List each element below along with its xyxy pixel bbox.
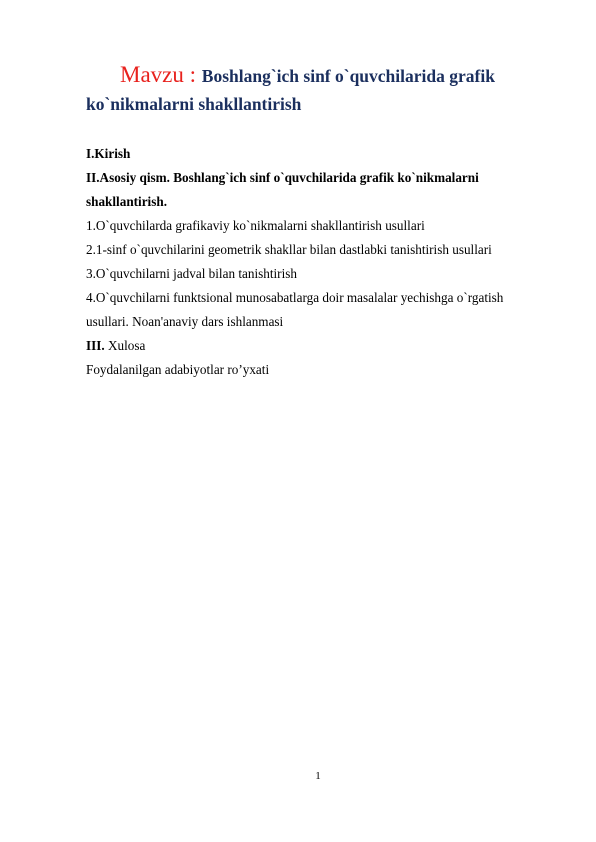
- title-line-1: [86, 60, 546, 93]
- table-of-contents: [86, 142, 546, 382]
- toc-references: Foydalanilgan adabiyotlar ro’yxati: [86, 362, 270, 377]
- title-block: [86, 60, 546, 115]
- toc-conclusion-label: III.: [86, 338, 105, 353]
- title-topic-part-2: ko`nikmalarni shakllantirish: [86, 94, 302, 114]
- toc-conclusion-text: Xulosa: [104, 338, 146, 353]
- toc-item-4-line-1: 4.O`quvchilarni funktsional munosabatlarga doir masalalar yechishga o`rgatish: [86, 290, 504, 305]
- page-number: 1: [315, 770, 321, 782]
- toc-main-line-2: shakllantirish.: [86, 194, 167, 209]
- title-topic-part-1: Boshlang`ich sinf o`quvchilarida grafik: [201, 66, 495, 86]
- toc-conclusion: [86, 334, 546, 358]
- toc-main-line-1: II.Asosiy qism. Boshlang`ich sinf o`quvchilarida grafik ko`nikmalarni: [86, 170, 479, 185]
- toc-intro: I.Kirish: [86, 146, 131, 161]
- title-mavzu-label: Mavzu :: [120, 62, 202, 87]
- toc-item-1: 1.O`quvchilarda grafikaviy ko`nikmalarni shakllantirish usullari: [86, 218, 425, 233]
- toc-item-3: 3.O`quvchilarni jadval bilan tanishtirish: [86, 266, 297, 281]
- toc-item-2: 2.1-sinf o`quvchilarini geometrik shakllar bilan dastlabki tanishtirish usullari: [86, 242, 492, 257]
- toc-item-4-line-2: usullari. Noan'anaviy dars ishlanmasi: [86, 314, 284, 329]
